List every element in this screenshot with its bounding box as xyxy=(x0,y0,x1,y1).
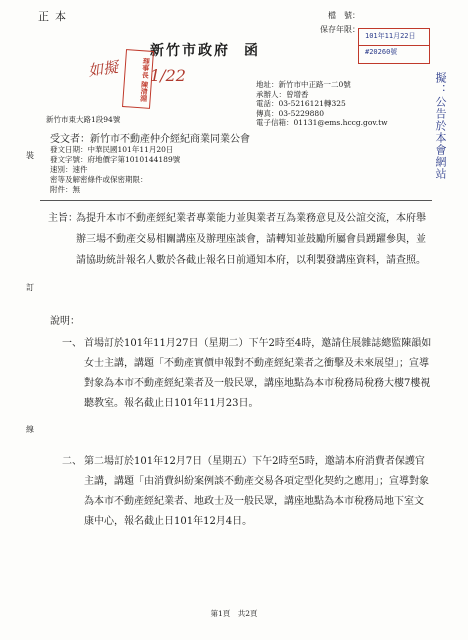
archive-label: 檔 號： xyxy=(328,11,360,20)
received-stamp xyxy=(358,28,430,64)
recipient-address: 新竹市東大路1段94號 xyxy=(46,115,121,124)
received-date: 101年11月22日 xyxy=(365,32,416,40)
confidentiality: 密等及解密條件或保密期限： xyxy=(50,175,148,184)
sender-email: 電子信箱：01131@ems.hccg.gov.tw xyxy=(256,118,388,127)
page-footer: 第1頁 共2頁 xyxy=(210,609,258,618)
binding-label-line: 線 xyxy=(26,425,34,434)
document-title xyxy=(150,40,260,60)
chairman-seal: 理事長 陳清淵 xyxy=(122,49,154,109)
copy-mark: 正本 xyxy=(38,10,72,23)
subject-text: 為提升本市不動產經紀業者專業能力並與業者互為業務意見及公誼交流，本府舉辦三場不動產交易相關講座及辦理座談會，請轉知並鼓勵所屬會員踴躍參與，並請協助統計報名人數於各截止報名日前通知本府，以利製發講座資料，請查照。 xyxy=(76,213,426,266)
binding-label-cut: 訂 xyxy=(26,283,34,292)
handwritten-vertical-note: 擬：公告於本會網站 xyxy=(434,72,447,180)
attachments: 附件：無 xyxy=(50,185,80,194)
issue-date: 發文日期：中華民國101年11月20日 xyxy=(50,145,174,154)
binding-label-fold: 裝 xyxy=(26,151,34,160)
document-type: 函 xyxy=(244,43,260,59)
received-number: #20260號 xyxy=(365,48,398,56)
document-number: 發文字號：府地價字第1010144189號 xyxy=(50,155,181,164)
item-text: 第二場訂於101年12月7日（星期五）下午2時至5時，邀請本府消費者保護官主講，講題「由消費糾紛案例談不動產交易各項定型化契約之應用」；宣導對象為本市不動產經紀業者、地政士及一般民眾，講座地點為本市稅務局地下室文康中心，報名截止日101年12月4日。 xyxy=(84,456,429,527)
recipient: 受文者：新竹市不動產仲介經紀商業同業公會 xyxy=(50,134,250,145)
subject-label: 主旨： xyxy=(48,213,78,224)
sender-address: 地址：新竹市中正路一二0號 xyxy=(256,80,351,89)
stamp-divider xyxy=(359,45,429,46)
explanation-item-2 xyxy=(62,452,432,532)
sender-phone: 電話：03-5216121轉325 xyxy=(256,99,346,108)
retention-label: 保存年限： xyxy=(320,25,360,34)
subject xyxy=(48,208,428,271)
divider xyxy=(40,200,432,201)
handwritten-date: 1/22 xyxy=(150,66,186,85)
sender-contact: 承辦人：曾增香 xyxy=(256,89,309,99)
explanation-item-1 xyxy=(62,334,432,414)
explanation-label: 說明： xyxy=(50,316,80,327)
sender-info xyxy=(256,80,388,128)
item-number: 二、 xyxy=(62,456,82,467)
urgency: 速別：速件 xyxy=(50,165,88,174)
item-text: 首場訂於101年11月27日（星期二）下午2時至4時，邀請住展雜誌總監陳韻如女士主講，講題「不動產實價申報對不動產經紀業者之衝擊及未來展望」；宣導對象為本市不動產經紀業者及一般民眾，講座地點為本市稅務局稅務大樓7樓視聽教室。報名截止日101年11月23日。 xyxy=(84,338,432,409)
sender-fax: 傳真：03-5229880 xyxy=(256,108,324,118)
handwritten-approval: 如擬 xyxy=(86,57,120,80)
document-meta xyxy=(50,145,180,195)
agency-name: 新竹市政府 xyxy=(150,43,230,59)
filing-info xyxy=(286,9,360,37)
item-number: 一、 xyxy=(62,338,82,349)
